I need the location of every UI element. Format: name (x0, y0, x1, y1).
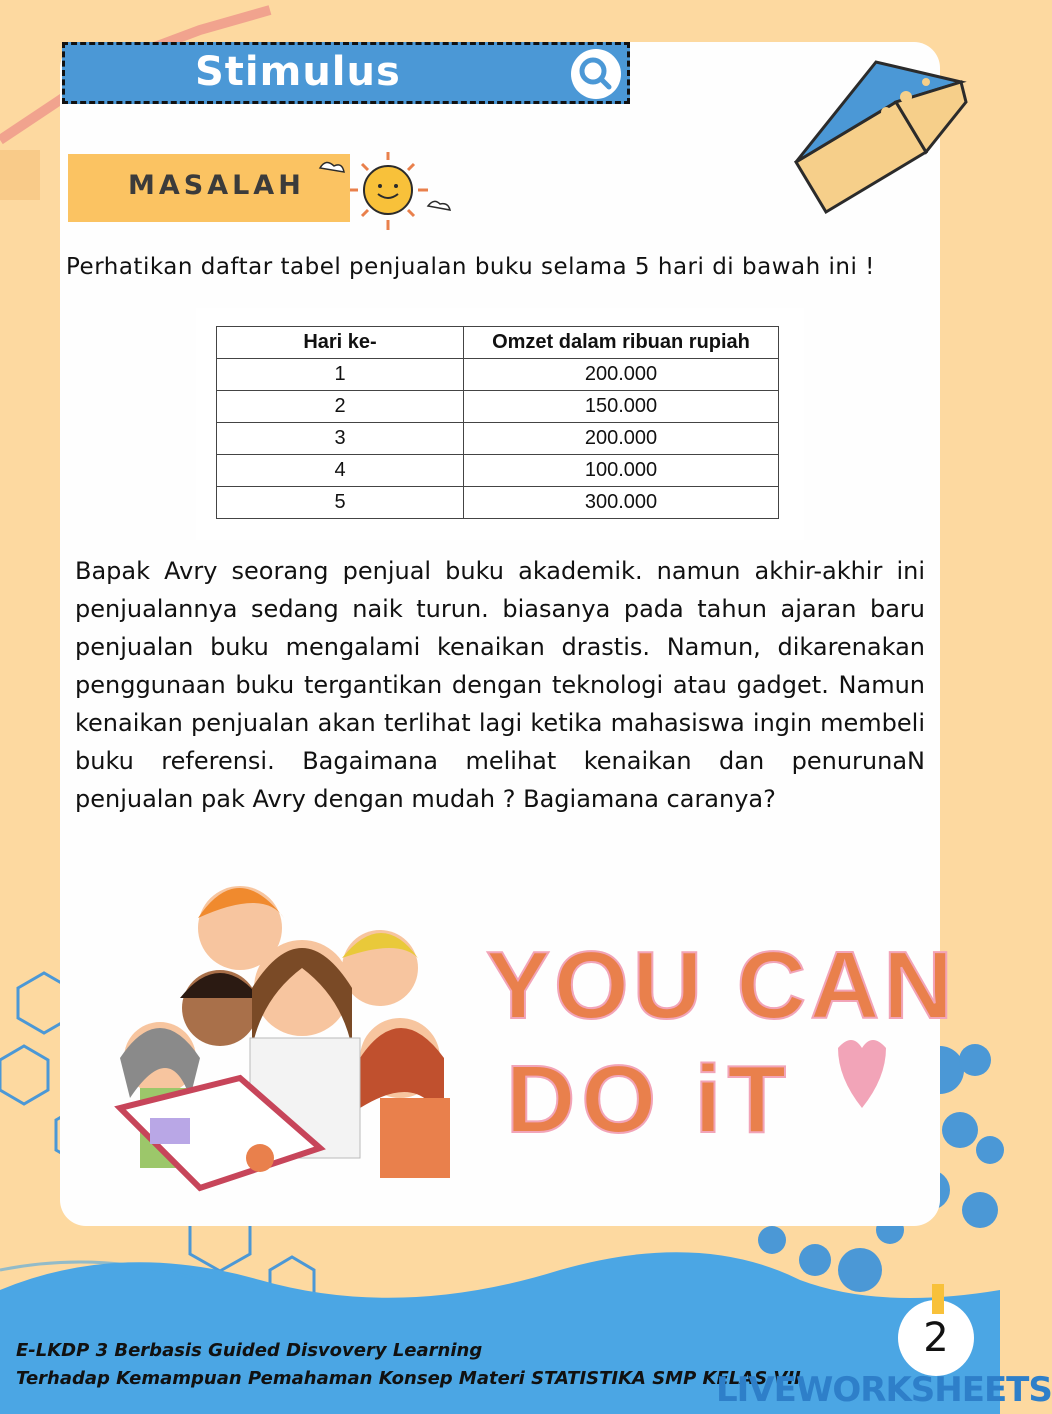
motivation-lettering (486, 932, 957, 1153)
watermark-logo: LIVEWORKSHEETS (716, 1370, 1052, 1410)
section-label-text: MASALAH (128, 170, 305, 201)
story-paragraph: Bapak Avry seorang penjual buku akademik. namun akhir-akhir ini penjualannya sedang naik turun. biasanya pada tahun ajaran baru penjualan buku mengalami kenaikan drastis. Namun, dikarenakan penggunaan buku tergantikan dengan teknologi atau gadget. Namun kenaikan penjualan akan terlihat lagi ketika mahasiswa ingin membeli buku referensi. Bagaimana melihat kenaikan dan penurunaN penjualan pak Avry dengan mudah ? Bagiamana caranya? (75, 557, 925, 813)
table-cell-omzet: 300.000 (464, 487, 779, 519)
table-header-day: Hari ke- (217, 327, 464, 359)
footer-line2: Terhadap Kemampuan Pemahaman Konsep Materi STATISTIKA SMP KELAS VII (16, 1368, 801, 1389)
stimulus-header (62, 42, 630, 104)
table-cell-omzet: 200.000 (464, 423, 779, 455)
table-header-row (217, 327, 779, 359)
sun-icon (316, 146, 456, 236)
table-cell-day: 3 (217, 423, 464, 455)
table-row (217, 455, 779, 487)
table-cell-day: 2 (217, 391, 464, 423)
table-cell-omzet: 200.000 (464, 359, 779, 391)
stimulus-title: Stimulus (195, 49, 401, 95)
sales-table (216, 326, 779, 519)
table-cell-day: 4 (217, 455, 464, 487)
section-label (68, 154, 350, 222)
table-cell-day: 1 (217, 359, 464, 391)
page-number: 2 (898, 1300, 974, 1376)
intro-text: Perhatikan daftar tabel penjualan buku selama 5 hari di bawah ini ! (66, 254, 875, 280)
table-cell-omzet: 150.000 (464, 391, 779, 423)
table-row (217, 487, 779, 519)
search-icon (571, 49, 621, 99)
footer-line1: E-LKDP 3 Berbasis Guided Disvovery Learning (16, 1340, 483, 1361)
table-cell-day: 5 (217, 487, 464, 519)
table-cell-omzet: 100.000 (464, 455, 779, 487)
sales-table-container (196, 308, 804, 540)
table-row (217, 359, 779, 391)
eraser-illustration (786, 42, 976, 212)
table-header-omzet: Omzet dalam ribuan rupiah (464, 327, 779, 359)
motivation-line2: DO iT (506, 1046, 792, 1153)
teacher-children-illustration (80, 868, 500, 1208)
motivation-line1: YOU CAN (486, 932, 957, 1039)
table-row (217, 423, 779, 455)
table-row (217, 391, 779, 423)
page-number-tab (932, 1284, 944, 1314)
